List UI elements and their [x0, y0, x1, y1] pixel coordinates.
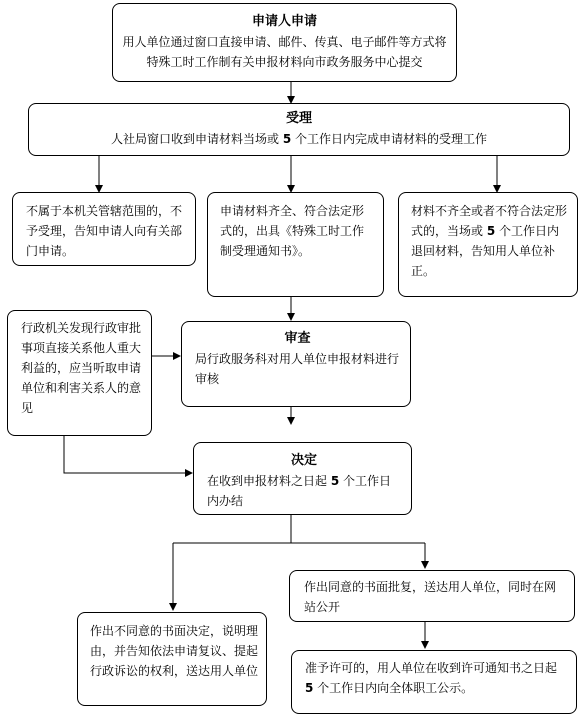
accept-text-b: 个工作日内完成申请材料的受理工作 — [291, 132, 487, 146]
publicize-text-num: 5 — [305, 681, 314, 695]
apply-line-1: 用人单位通过窗口直接申请、邮件、传真、电子邮件等方式将 — [122, 35, 447, 49]
reject-text: 作出不同意的书面决定，说明理由，并告知依法申请复议、提起行政诉讼的权利，送达用人单位 — [90, 624, 259, 678]
decision-text-num: 5 — [330, 474, 340, 488]
apply-line-2: 特殊工时工作制有关申报材料向市政务服务中心提交 — [146, 55, 423, 69]
publicize-text — [305, 658, 566, 698]
review-text: 局行政服务科对用人单位申报材料进行审核 — [195, 352, 400, 386]
approve-text: 作出同意的书面批复，送达用人单位，同时在网站公开 — [304, 580, 557, 614]
incomplete-text-num: 5 — [486, 224, 496, 238]
accept-text-a: 人社局窗口收到申请材料当场或 — [110, 132, 283, 146]
decision-text-b: 个工作日内办结 — [207, 474, 392, 508]
incomplete-text-b: 个工作日内退回材料，告知用人单位补正。 — [411, 224, 560, 278]
decision-title: 决定 — [290, 453, 317, 468]
apply-box — [112, 3, 457, 82]
publicize-text-a: 准予许可的，用人单位在收到许可通知书之日起 — [305, 661, 558, 675]
decision-text — [207, 471, 401, 511]
incomplete-box — [398, 192, 578, 297]
publicize-text-b: 个工作日内向全体职工公示。 — [313, 681, 474, 695]
approve-box — [289, 570, 575, 622]
accept-box — [28, 103, 570, 156]
accept-text — [29, 129, 569, 149]
reject-box — [77, 612, 267, 706]
decision-text-a: 在收到申报材料之日起 — [207, 474, 331, 488]
review-title: 审查 — [284, 331, 311, 346]
not-in-scope-text: 不属于本机关管辖范围的，不予受理，告知申请人向有关部门申请。 — [26, 204, 183, 258]
complete-box — [207, 192, 384, 297]
accept-title: 受理 — [285, 111, 312, 126]
review-box — [181, 321, 411, 407]
apply-title: 申请人申请 — [251, 14, 317, 29]
hearing-box — [7, 310, 152, 436]
complete-text: 申请材料齐全、符合法定形式的，出具《特殊工时工作制受理通知书》。 — [220, 204, 365, 258]
arrow-hearing-to-decision — [64, 436, 192, 473]
not-in-scope-box — [12, 192, 196, 266]
decision-box — [193, 442, 412, 515]
publicize-box — [291, 650, 577, 714]
incomplete-text-a: 材料不齐全或者不符合法定形式的，当场或 — [411, 204, 568, 238]
accept-text-num: 5 — [282, 132, 292, 146]
incomplete-text — [411, 201, 567, 281]
hearing-text: 行政机关发现行政审批事项直接关系他人重大利益的，应当听取申请单位和利害关系人的意见 — [21, 321, 142, 415]
